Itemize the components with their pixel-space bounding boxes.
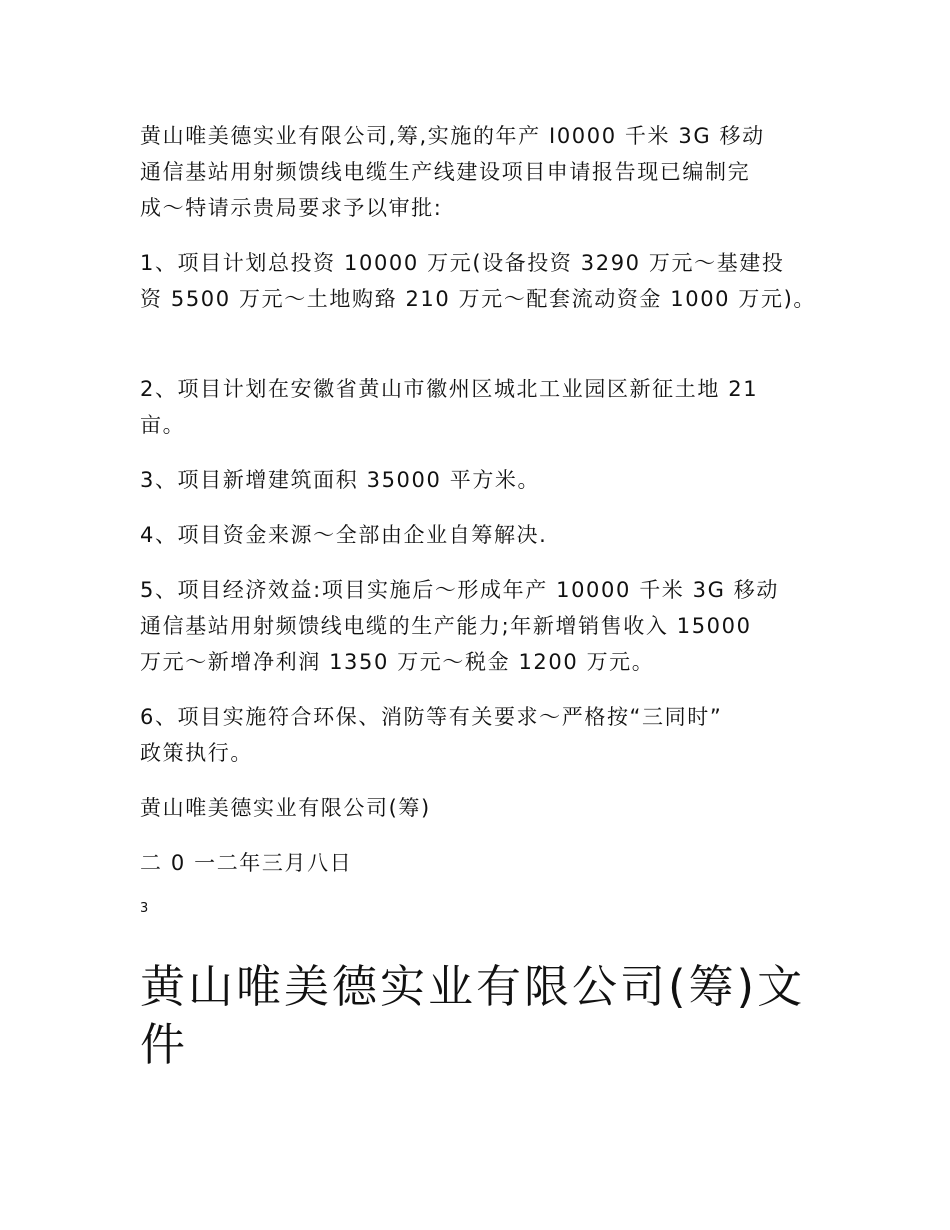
item-2-paragraph (140, 371, 830, 443)
intro-line: 成～特请示贵局要求予以审批: (140, 196, 443, 220)
item-3-line: 3、项目新增建筑面积 35000 平方米。 (140, 468, 541, 492)
page-number: 3 (140, 901, 149, 916)
intro-line: 通信基站用射频馈线电缆生产线建设项目申请报告现已编制完 (140, 160, 751, 184)
item-2-line: 2、项目计划在安徽省黄山市徽州区城北工业园区新征土地 21 (140, 377, 759, 401)
document-body (140, 118, 830, 1074)
item-5-line: 5、项目经济效益:项目实施后～形成年产 10000 千米 3G 移动 (140, 578, 779, 602)
item-6-line: 政策执行。 (140, 741, 253, 765)
item-6-line: 6、项目实施符合环保、消防等有关要求～严格按“三同时” (140, 705, 723, 729)
signature (140, 790, 830, 826)
item-3-paragraph (140, 462, 830, 498)
item-5-paragraph (140, 572, 830, 680)
item-1-paragraph (140, 245, 830, 317)
item-5-line: 通信基站用射频馈线电缆的生产能力;年新增销售收入 15000 (140, 614, 752, 638)
date-text: 二 0 一二年三月八日 (140, 851, 353, 875)
item-2-line: 亩。 (140, 413, 186, 437)
next-document-title (140, 958, 830, 1074)
title-line: 件 (140, 1018, 189, 1071)
item-1-line: 资 5500 万元～土地购臵 210 万元～配套流动资金 1000 万元)。 (140, 287, 817, 311)
item-1-line: 1、项目计划总投资 10000 万元(设备投资 3290 万元～基建投 (140, 251, 785, 275)
item-5-line: 万元～新增净利润 1350 万元～税金 1200 万元。 (140, 650, 655, 674)
title-line: 黄山唯美德实业有限公司(筹)文 (140, 960, 806, 1013)
intro-line: 黄山唯美德实业有限公司,筹,实施的年产 I0000 千米 3G 移动 (140, 124, 765, 148)
signature-text: 黄山唯美德实业有限公司(筹) (140, 796, 431, 820)
item-6-paragraph (140, 699, 830, 771)
date (140, 845, 830, 881)
item-4-paragraph (140, 517, 830, 553)
intro-paragraph (140, 118, 830, 226)
item-4-line: 4、项目资金来源～全部由企业自筹解决. (140, 523, 548, 547)
